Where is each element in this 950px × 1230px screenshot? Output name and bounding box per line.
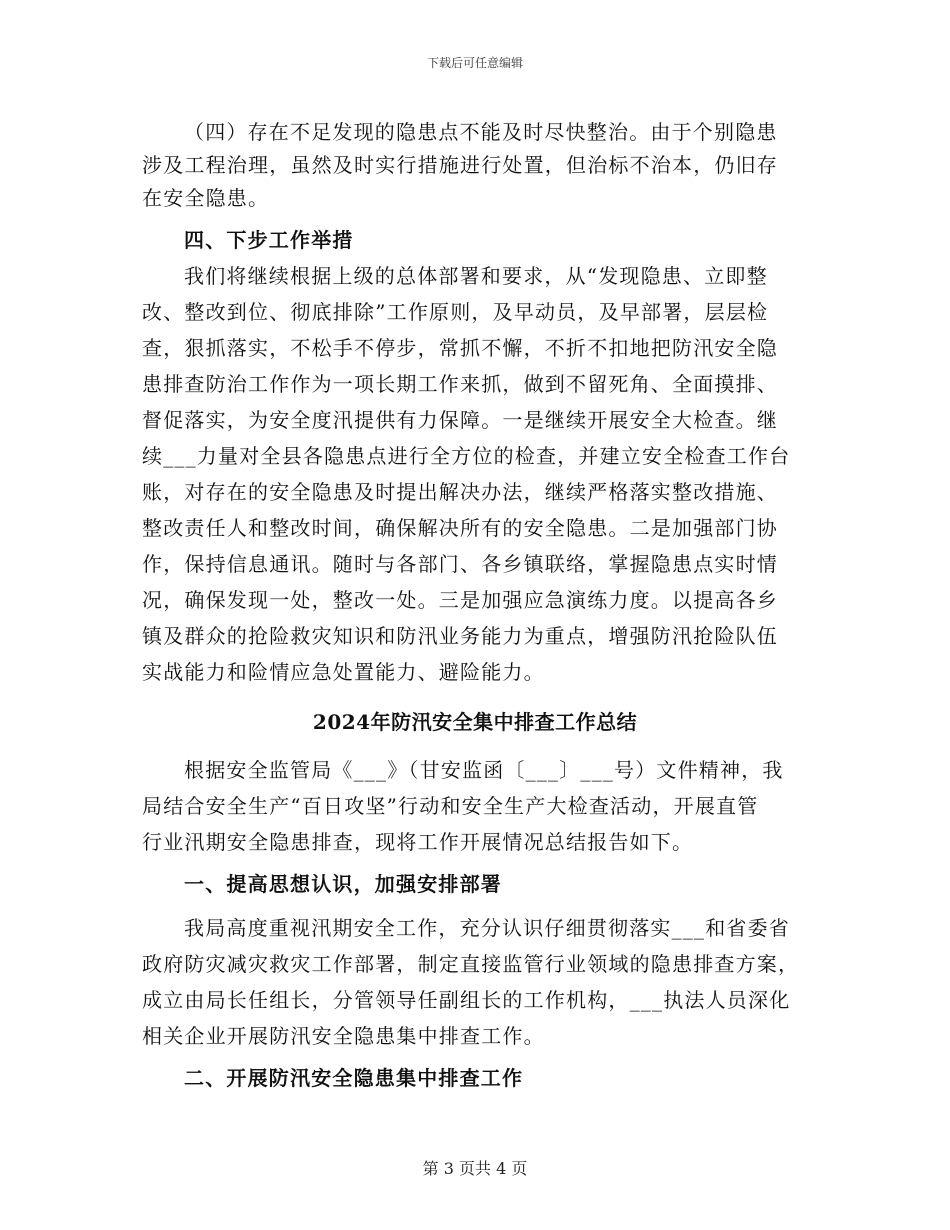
paragraph-line: 查，狠抓落实，不松手不停步，常抓不懈，不折不扣地把防汛安全隐 (142, 336, 778, 360)
paragraph-line: 患排查防治工作作为一项长期工作来抓，做到不留死角、全面摸排、 (142, 372, 778, 396)
paragraph-line: （四）存在不足发现的隐患点不能及时尽快整治。由于个别隐患 (184, 120, 778, 144)
paragraph-line: 根据安全监管局《___》（甘安监函〔___〕___号）文件精神，我 (184, 758, 784, 782)
paragraph-line: 改、整改到位、彻底排除”工作原则，及早动员，及早部署，层层检 (142, 300, 769, 324)
paragraph-line: 督促落实，为安全度汛提供有力保障。一是继续开展安全大检查。继 (142, 408, 778, 432)
header-note: 下载后可任意编辑 (426, 56, 523, 70)
paragraph-line: 整改责任人和整改时间，确保解决所有的安全隐患。二是加强部门协 (142, 516, 778, 540)
section-heading: 一、提高思想认识，加强安排部署 (184, 872, 502, 896)
paragraph-line: 续___力量对全县各隐患点进行全方位的检查，并建立安全检查工作台 (142, 444, 791, 468)
paragraph-line: 涉及工程治理，虽然及时实行措施进行处置，但治标不治本，仍旧存 (142, 153, 778, 177)
paragraph-line: 政府防灾减灾救灾工作部署，制定直接监管行业领域的隐患排查方案， (142, 952, 800, 976)
paragraph-line: 相关企业开展防汛安全隐患集中排查工作。 (142, 1024, 545, 1048)
paragraph-line: 我局高度重视汛期安全工作，充分认识仔细贯彻落实___和省委省 (184, 916, 790, 940)
paragraph-line: 成立由局长任组长，分管领导任副组长的工作机构，___执法人员深化 (142, 988, 791, 1012)
paragraph-line: 账，对存在的安全隐患及时提出解决办法，继续严格落实整改措施、 (142, 480, 778, 504)
document-title: 2024年防汛安全集中排查工作总结 (312, 710, 638, 734)
section-heading: 四、下步工作举措 (184, 228, 354, 252)
section-heading: 二、开展防汛安全隐患集中排查工作 (184, 1066, 524, 1090)
paragraph-line: 在安全隐患。 (142, 186, 270, 210)
paragraph-line: 况，确保发现一处，整改一处。三是加强应急演练力度。以提高各乡 (142, 588, 778, 612)
paragraph-line: 行业汛期安全隐患排查，现将工作开展情况总结报告如下。 (142, 830, 694, 854)
paragraph-line: 我们将继续根据上级的总体部署和要求，从“发现隐患、立即整 (184, 264, 768, 288)
paragraph-line: 镇及群众的抢险救灾知识和防汛业务能力为重点，增强防汛抢险队伍 (142, 624, 778, 648)
page-footer: 第 3 页共 4 页 (422, 1159, 528, 1178)
paragraph-line: 实战能力和险情应急处置能力、避险能力。 (142, 660, 545, 684)
paragraph-line: 作，保持信息通讯。随时与各部门、各乡镇联络，掌握隐患点实时情 (142, 552, 778, 576)
paragraph-line: 局结合安全生产“百日攻坚”行动和安全生产大检查活动，开展直管 (142, 794, 759, 818)
